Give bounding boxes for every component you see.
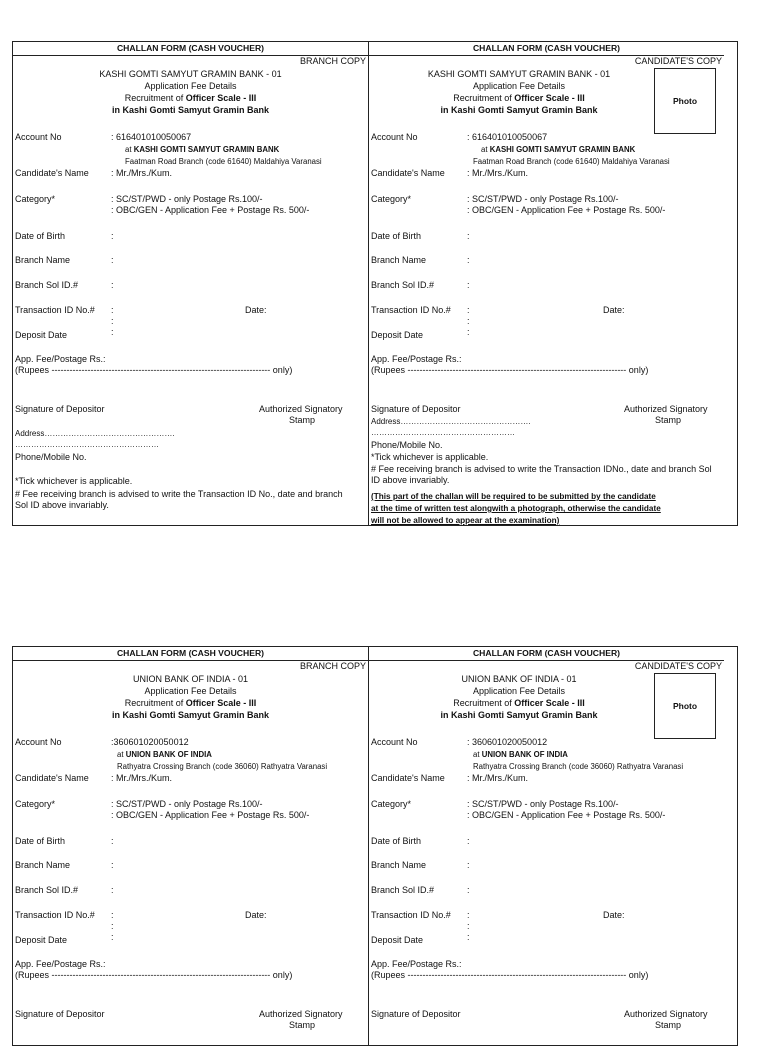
- rupees-line: (Rupees ------------------------------------------------------------------------- only): [371, 365, 649, 375]
- dob-label: Date of Birth: [15, 836, 66, 846]
- bank-in-line: in Kashi Gomti Samyut Gramin Bank: [440, 105, 598, 115]
- branch-copy-section: [13, 647, 368, 1045]
- candidate-copy-section: [368, 647, 724, 1045]
- stamp-label: Stamp: [289, 1020, 316, 1030]
- branch-name-colon: :: [111, 255, 114, 265]
- txn-date-label: Date:: [245, 305, 267, 315]
- candidate-label: Candidate's Name: [371, 773, 445, 783]
- branch-name-colon: :: [467, 860, 470, 870]
- bank-header: [13, 673, 368, 721]
- rupees-line: (Rupees ------------------------------------------------------------------------- only): [15, 365, 293, 375]
- phone-label: Phone/Mobile No.: [15, 452, 87, 462]
- category-option-2: : OBC/GEN - Application Fee + Postage Rs. 500/-: [111, 205, 310, 215]
- txn-label: Transaction ID No.#: [371, 910, 451, 920]
- category-option-2: : OBC/GEN - Application Fee + Postage Rs. 500/-: [111, 810, 310, 820]
- branch-name-colon: :: [467, 255, 470, 265]
- submit-note-line-3: will not be allowed to appear at the examination): [371, 516, 560, 525]
- dob-colon: :: [111, 231, 114, 241]
- category-label: Category*: [15, 799, 56, 809]
- bank-name: UNION BANK OF INDIA - 01: [132, 674, 249, 684]
- account-value: : 616401010050067: [467, 132, 548, 142]
- form-title: CHALLAN FORM (CASH VOUCHER): [13, 42, 368, 56]
- signature-depositor: Signature of Depositor: [15, 404, 105, 414]
- sol-label: Branch Sol ID.#: [15, 280, 79, 290]
- fee-label: App. Fee/Postage Rs.:: [371, 959, 462, 969]
- category-option-2: : OBC/GEN - Application Fee + Postage Rs. 500/-: [467, 810, 666, 820]
- sol-colon: :: [111, 885, 114, 895]
- recruitment-line: Recruitment of Officer Scale - III: [453, 698, 585, 708]
- authorized-signatory: Authorized Signatory: [624, 1009, 708, 1019]
- category-option-2: : OBC/GEN - Application Fee + Postage Rs. 500/-: [467, 205, 666, 215]
- form-title: CHALLAN FORM (CASH VOUCHER): [13, 647, 368, 661]
- bank-name: KASHI GOMTI SAMYUT GRAMIN BANK - 01: [99, 69, 282, 79]
- category-label: Category*: [15, 194, 56, 204]
- txn-colon-2: :: [467, 921, 470, 931]
- account-label: Account No: [371, 132, 418, 142]
- branch-address: Faatman Road Branch (code 61640) Maldahiya Varanasi: [125, 157, 322, 166]
- phone-label: Phone/Mobile No.: [371, 440, 443, 450]
- at-bank: at UNION BANK OF INDIA: [473, 750, 568, 759]
- authorized-signatory: Authorized Signatory: [624, 404, 708, 414]
- category-label: Category*: [371, 799, 412, 809]
- address-line-2: ………………………………………………: [371, 428, 515, 437]
- app-fee-heading: Application Fee Details: [144, 81, 237, 91]
- bank-in-line: in Kashi Gomti Samyut Gramin Bank: [111, 105, 270, 115]
- photo-box: Photo: [654, 68, 716, 134]
- authorized-signatory: Authorized Signatory: [259, 404, 343, 414]
- deposit-label: Deposit Date: [371, 935, 424, 945]
- branch-address: Faatman Road Branch (code 61640) Maldahiya Varanasi: [473, 157, 670, 166]
- challan-ubi: [12, 646, 738, 1046]
- dob-label: Date of Birth: [15, 231, 66, 241]
- deposit-label: Deposit Date: [15, 330, 68, 340]
- bank-in-line: in Kashi Gomti Samyut Gramin Bank: [440, 710, 598, 720]
- account-label: Account No: [15, 132, 62, 142]
- account-value: :360601020050012: [111, 737, 189, 747]
- sol-colon: :: [467, 885, 470, 895]
- app-fee-heading: Application Fee Details: [472, 81, 566, 91]
- account-label: Account No: [371, 737, 418, 747]
- fee-note: # Fee receiving branch is advised to write the Transaction IDNo., date and branch Sol ID above invariably.: [371, 464, 712, 485]
- candidate-label: Candidate's Name: [15, 773, 89, 783]
- txn-colon: :: [467, 910, 470, 920]
- branch-name-label: Branch Name: [371, 255, 427, 265]
- dob-colon: :: [467, 231, 470, 241]
- at-bank: at UNION BANK OF INDIA: [117, 750, 212, 759]
- txn-date-label: Date:: [603, 305, 625, 315]
- branch-copy-section: [13, 42, 368, 525]
- sol-label: Branch Sol ID.#: [371, 885, 435, 895]
- tick-note: *Tick whichever is applicable.: [371, 452, 489, 462]
- candidate-value: : Mr./Mrs./Kum.: [467, 168, 529, 178]
- at-bank: at KASHI GOMTI SAMYUT GRAMIN BANK: [125, 145, 280, 154]
- deposit-colon: :: [111, 327, 114, 337]
- recruitment-line: Recruitment of Officer Scale - III: [124, 93, 257, 103]
- tick-note: *Tick whichever is applicable.: [15, 476, 133, 486]
- category-option-1: : SC/ST/PWD - only Postage Rs.100/-: [111, 194, 263, 204]
- branch-name-label: Branch Name: [15, 860, 71, 870]
- rupees-line: (Rupees ------------------------------------------------------------------------- only): [15, 970, 293, 980]
- address-line: Address………………………………………….: [15, 429, 175, 438]
- candidate-value: : Mr./Mrs./Kum.: [111, 773, 173, 783]
- sol-colon: :: [467, 280, 470, 290]
- deposit-label: Deposit Date: [371, 330, 424, 340]
- photo-box: Photo: [654, 673, 716, 739]
- sol-colon: :: [111, 280, 114, 290]
- txn-colon: :: [111, 910, 114, 920]
- branch-name-label: Branch Name: [371, 860, 427, 870]
- bank-in-line: in Kashi Gomti Samyut Gramin Bank: [111, 710, 270, 720]
- txn-colon-2: :: [111, 316, 114, 326]
- recruitment-line: Recruitment of Officer Scale - III: [124, 698, 257, 708]
- app-fee-heading: Application Fee Details: [472, 686, 566, 696]
- challan-kgsgb: [12, 41, 738, 526]
- dob-label: Date of Birth: [371, 836, 422, 846]
- branch-address: Rathyatra Crossing Branch (code 36060) Rathyatra Varanasi: [117, 762, 328, 771]
- txn-colon-2: :: [467, 316, 470, 326]
- dob-colon: :: [111, 836, 114, 846]
- branch-name-label: Branch Name: [15, 255, 71, 265]
- txn-colon-2: :: [111, 921, 114, 931]
- candidate-copy-section: [368, 42, 724, 525]
- form-title: CHALLAN FORM (CASH VOUCHER): [369, 42, 724, 56]
- deposit-colon: :: [111, 932, 114, 942]
- fee-label: App. Fee/Postage Rs.:: [15, 959, 106, 969]
- app-fee-heading: Application Fee Details: [144, 686, 237, 696]
- dob-label: Date of Birth: [371, 231, 422, 241]
- candidate-copy-label: CANDIDATE'S COPY: [634, 56, 722, 66]
- account-label: Account No: [15, 737, 62, 747]
- address-line: Address………………………………………….: [371, 417, 531, 426]
- account-value: : 360601020050012: [467, 737, 548, 747]
- branch-copy-label: BRANCH COPY: [299, 661, 366, 671]
- deposit-label: Deposit Date: [15, 935, 68, 945]
- bank-header: [13, 68, 368, 116]
- category-option-1: : SC/ST/PWD - only Postage Rs.100/-: [467, 194, 619, 204]
- candidate-value: : Mr./Mrs./Kum.: [111, 168, 173, 178]
- txn-colon: :: [111, 305, 114, 315]
- submit-note-line-2: at the time of written test alongwith a photograph, otherwise the candidate: [371, 504, 661, 513]
- category-option-1: : SC/ST/PWD - only Postage Rs.100/-: [111, 799, 263, 809]
- branch-copy-label: BRANCH COPY: [299, 56, 366, 66]
- deposit-colon: :: [467, 932, 470, 942]
- authorized-signatory: Authorized Signatory: [259, 1009, 343, 1019]
- branch-name-colon: :: [111, 860, 114, 870]
- txn-date-label: Date:: [603, 910, 625, 920]
- fee-label: App. Fee/Postage Rs.:: [15, 354, 106, 364]
- branch-address: Rathyatra Crossing Branch (code 36060) Rathyatra Varanasi: [473, 762, 684, 771]
- fee-label: App. Fee/Postage Rs.:: [371, 354, 462, 364]
- signature-depositor: Signature of Depositor: [371, 404, 461, 414]
- stamp-label: Stamp: [289, 415, 316, 425]
- bank-name: UNION BANK OF INDIA - 01: [461, 674, 577, 684]
- bank-header: [369, 673, 669, 721]
- recruitment-line: Recruitment of Officer Scale - III: [453, 93, 585, 103]
- bank-name: KASHI GOMTI SAMYUT GRAMIN BANK - 01: [427, 69, 611, 79]
- form-title: CHALLAN FORM (CASH VOUCHER): [369, 647, 724, 661]
- txn-label: Transaction ID No.#: [15, 305, 95, 315]
- bank-header: [369, 68, 669, 116]
- signature-depositor: Signature of Depositor: [371, 1009, 461, 1019]
- stamp-label: Stamp: [655, 415, 682, 425]
- txn-date-label: Date:: [245, 910, 267, 920]
- txn-colon: :: [467, 305, 470, 315]
- category-option-1: : SC/ST/PWD - only Postage Rs.100/-: [467, 799, 619, 809]
- fee-note: # Fee receiving branch is advised to write the Transaction ID No., date and branch Sol ID above invariably.: [15, 489, 343, 510]
- stamp-label: Stamp: [655, 1020, 682, 1030]
- submit-note-line-1: (This part of the challan will be required to be submitted by the candidate: [371, 492, 656, 501]
- sol-label: Branch Sol ID.#: [15, 885, 79, 895]
- signature-depositor: Signature of Depositor: [15, 1009, 105, 1019]
- sol-label: Branch Sol ID.#: [371, 280, 435, 290]
- category-label: Category*: [371, 194, 412, 204]
- candidate-label: Candidate's Name: [371, 168, 445, 178]
- address-line-2: ………………………………………………: [15, 440, 159, 449]
- dob-colon: :: [467, 836, 470, 846]
- candidate-copy-label: CANDIDATE'S COPY: [634, 661, 722, 671]
- candidate-value: : Mr./Mrs./Kum.: [467, 773, 529, 783]
- candidate-label: Candidate's Name: [15, 168, 89, 178]
- at-bank: at KASHI GOMTI SAMYUT GRAMIN BANK: [481, 145, 636, 154]
- account-value: : 616401010050067: [111, 132, 192, 142]
- txn-label: Transaction ID No.#: [371, 305, 451, 315]
- txn-label: Transaction ID No.#: [15, 910, 95, 920]
- rupees-line: (Rupees ------------------------------------------------------------------------- only): [371, 970, 649, 980]
- deposit-colon: :: [467, 327, 470, 337]
